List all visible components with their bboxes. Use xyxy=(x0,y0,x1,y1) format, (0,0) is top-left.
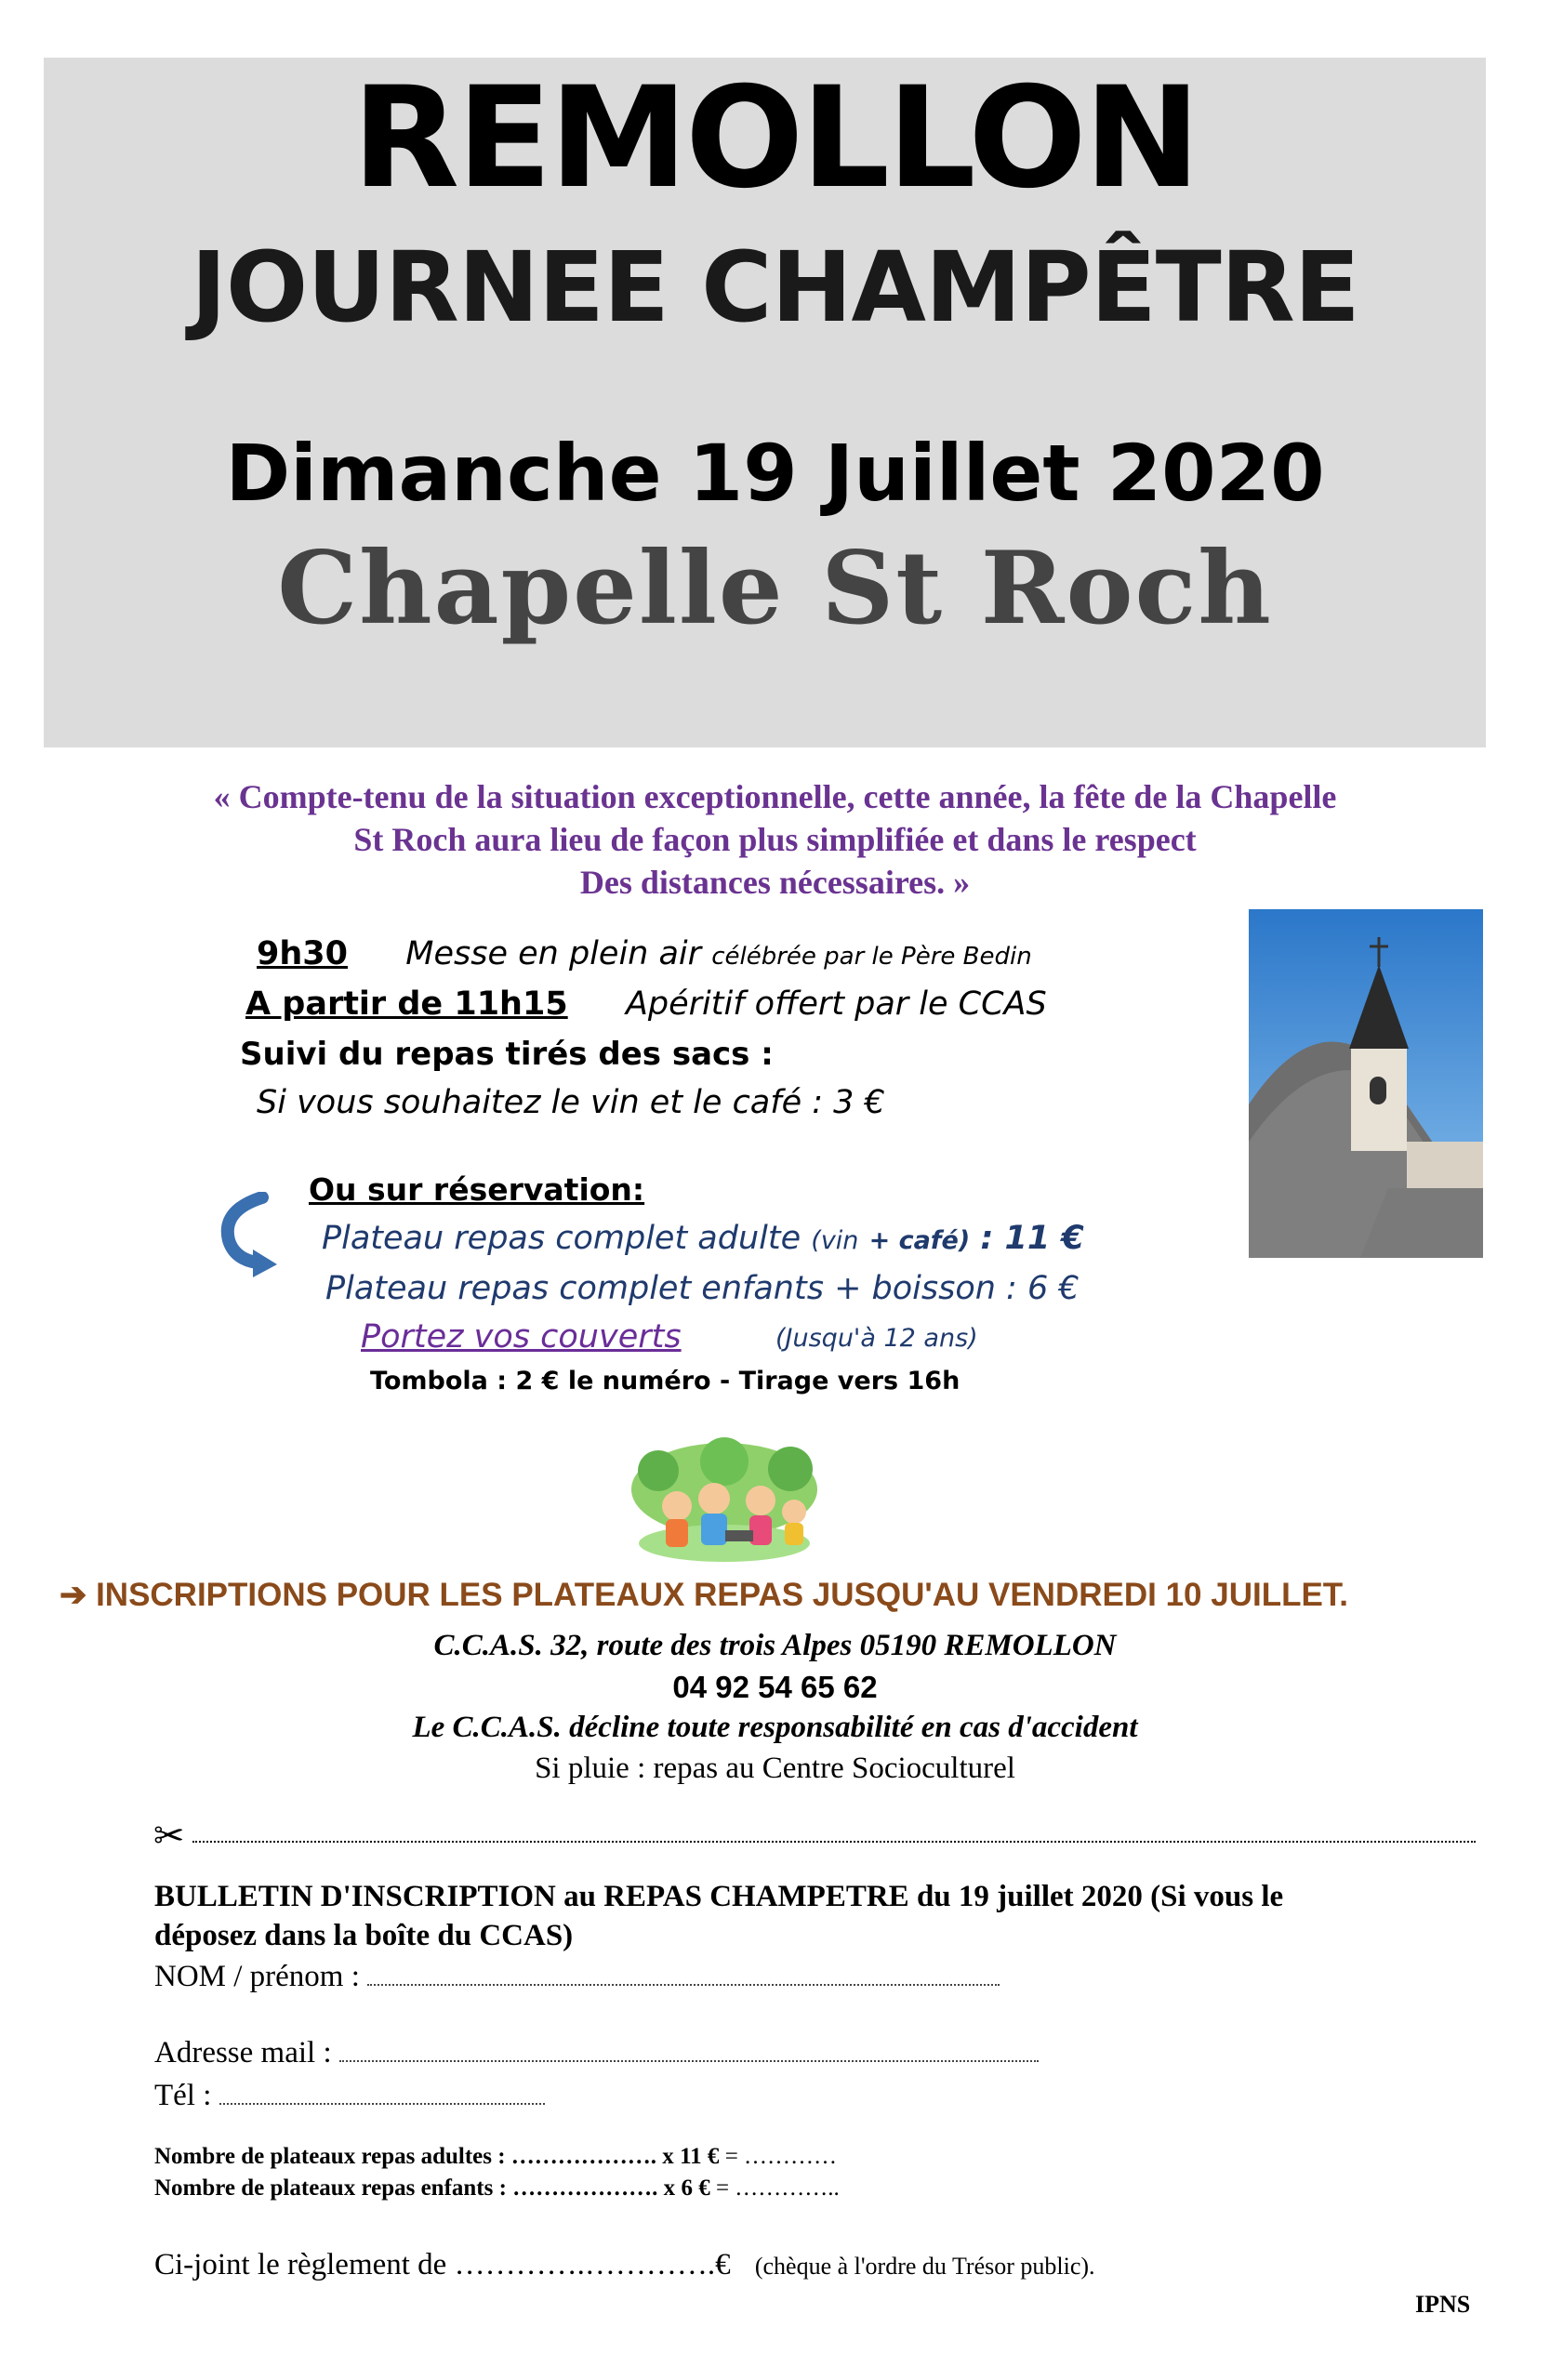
mass-time: 9h30 xyxy=(257,935,348,972)
adults-price: 11 € xyxy=(680,2144,720,2169)
event-subtitle: JOURNEE CHAMPÊTRE xyxy=(191,231,1359,344)
cut-line xyxy=(192,1841,1476,1843)
program-line-picnic: Suivi du repas tirés des sacs : xyxy=(240,1036,774,1073)
form-heading-1: BULLETIN D'INSCRIPTION au REPAS CHAMPETRE du 19 juillet 2020 (Si vous le xyxy=(154,1880,1284,1913)
notice-line: Des distances nécessaires. » xyxy=(579,864,971,901)
scissors-icon: ✂ xyxy=(153,1815,185,1858)
disclaimer: Le C.C.A.S. décline toute responsabilité en cas d'accident xyxy=(412,1711,1138,1744)
plateau-adult-label: Plateau repas complet adulte xyxy=(322,1220,801,1257)
payment-row xyxy=(154,2248,1095,2282)
ccas-phone: 04 92 54 65 62 xyxy=(672,1670,878,1704)
picnic-illustration xyxy=(621,1434,828,1567)
inscriptions-text: INSCRIPTIONS POUR LES PLATEAUX REPAS JUSQU'AU VENDREDI 10 JUILLET. xyxy=(96,1577,1349,1613)
plateau-adult-note: (vin xyxy=(811,1226,859,1255)
payment-note: (chèque à l'ordre du Trésor public). xyxy=(754,2253,1095,2280)
payment-label: Ci-joint le règlement de ………….………….€ xyxy=(154,2248,731,2281)
children-label: Nombre de plateaux repas enfants : ………………. x xyxy=(154,2175,676,2201)
email-row xyxy=(154,2036,1039,2070)
adults-row xyxy=(154,2144,837,2170)
name-label: NOM / prénom : xyxy=(154,1960,360,1993)
covid-notice xyxy=(0,775,1550,904)
event-date: Dimanche 19 Juillet 2020 xyxy=(225,428,1325,519)
plateau-child-line: Plateau repas complet enfants + boisson : 6 € xyxy=(325,1270,1080,1307)
program-line-mass xyxy=(257,935,1032,972)
adults-total: = ………… xyxy=(724,2144,838,2169)
event-place: Chapelle St Roch xyxy=(277,530,1273,647)
arrow-right-icon: ➔ xyxy=(60,1577,87,1613)
mass-label: Messe en plein air xyxy=(405,935,702,972)
plateau-adult-price: : 11 € xyxy=(980,1220,1084,1257)
children-price: 6 € xyxy=(681,2175,710,2201)
name-row xyxy=(154,1960,1000,1994)
children-row xyxy=(154,2175,840,2202)
form-heading-2: déposez dans la boîte du CCAS) xyxy=(154,1919,574,1952)
plateau-adult-note-bold: + café) xyxy=(868,1226,971,1255)
notice-line: St Roch aura lieu de façon plus simplifiée et dans le respect xyxy=(353,821,1197,858)
age-note: (Jusqu'à 12 ans) xyxy=(775,1324,978,1353)
couverts-label: Portez vos couverts xyxy=(361,1318,682,1355)
couverts-line xyxy=(361,1318,682,1355)
tel-row xyxy=(154,2079,545,2113)
tombola-line: Tombola : 2 € le numéro - Tirage vers 16h xyxy=(370,1367,960,1395)
name-field[interactable] xyxy=(367,1964,1000,1986)
email-label: Adresse mail : xyxy=(154,2036,332,2069)
program-line-aperitif xyxy=(245,985,1047,1023)
ipns-footer: IPNS xyxy=(1415,2291,1471,2318)
plateau-adult-line xyxy=(322,1220,1084,1257)
children-total: = ………….. xyxy=(715,2175,840,2201)
ccas-address: C.C.A.S. 32, route des trois Alpes 05190 REMOLLON xyxy=(433,1629,1117,1662)
inscriptions-deadline xyxy=(60,1577,1348,1614)
aperitif-time: A partir de 11h15 xyxy=(245,985,568,1023)
tel-label: Tél : xyxy=(154,2079,212,2112)
curved-arrow-icon xyxy=(216,1192,283,1277)
adults-label: Nombre de plateaux repas adultes : ………………. x xyxy=(154,2144,674,2169)
mass-note: célébrée par le Père Bedin xyxy=(711,943,1032,971)
page-title: REMOLLON xyxy=(351,58,1199,219)
tel-field[interactable] xyxy=(219,2082,545,2105)
email-field[interactable] xyxy=(339,2040,1039,2062)
chapel-photo xyxy=(1249,909,1483,1258)
notice-line: « Compte-tenu de la situation exceptionnelle, cette année, la fête de la Chapelle xyxy=(213,778,1337,815)
program-line-wine: Si vous souhaitez le vin et le café : 3 € xyxy=(257,1084,885,1121)
aperitif-label: Apéritif offert par le CCAS xyxy=(625,985,1047,1023)
rain-notice: Si pluie : repas au Centre Socioculturel xyxy=(535,1752,1015,1785)
reservation-label: Ou sur réservation: xyxy=(309,1171,645,1208)
